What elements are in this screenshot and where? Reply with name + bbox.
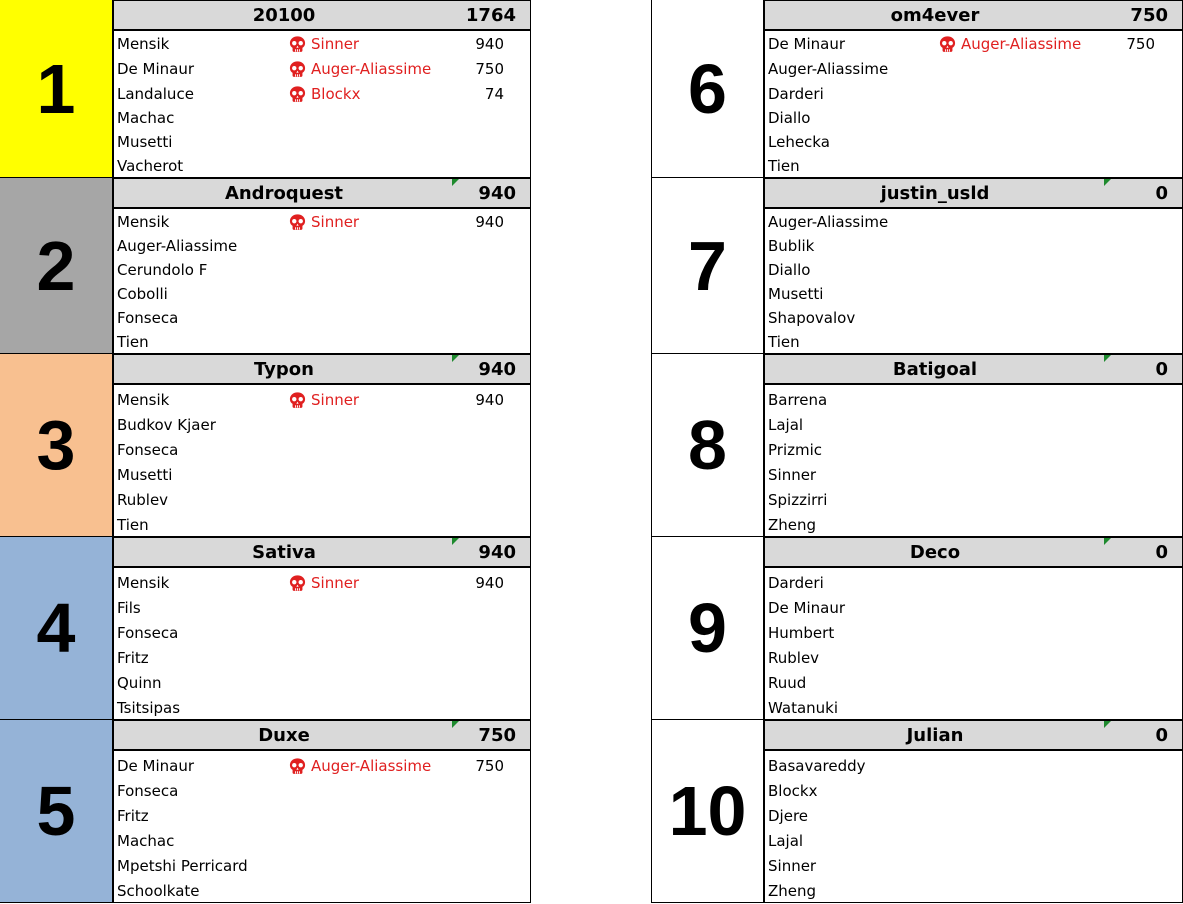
eliminated-by-name: Auger-Aliassime (311, 757, 432, 775)
skull-icon (938, 35, 957, 54)
roster-row (765, 754, 1182, 779)
rank-number: 5 (0, 720, 113, 903)
player-name: Prizmic (768, 441, 823, 459)
roster-row (765, 32, 1182, 57)
team-name: Batigoal (892, 358, 978, 380)
roster-row (114, 754, 530, 779)
roster-row (114, 621, 530, 646)
player-name: Mensik (117, 213, 170, 231)
player-name: Cobolli (117, 285, 168, 303)
team-points: 940 (478, 541, 516, 563)
rank-number: 4 (0, 537, 113, 720)
player-name: Spizzirri (768, 491, 828, 509)
roster-row (114, 779, 530, 804)
team-name: Deco (909, 541, 961, 563)
skull-icon (288, 60, 307, 79)
team-roster (764, 385, 1183, 537)
player-name: Sinner (768, 466, 817, 484)
player-name: Shapovalov (768, 309, 856, 327)
roster-row (765, 621, 1182, 646)
player-name: Budkov Kjaer (117, 416, 216, 434)
roster-row (114, 488, 530, 513)
roster-row (114, 879, 530, 904)
comment-flag-icon (1104, 721, 1111, 728)
eliminated-by (288, 82, 360, 107)
roster-row (765, 330, 1182, 355)
player-points: 940 (475, 213, 504, 231)
roster-row (765, 234, 1182, 259)
player-name: Auger-Aliassime (768, 213, 889, 231)
roster-row (114, 646, 530, 671)
player-name: Mensik (117, 391, 170, 409)
player-name: Fritz (117, 649, 149, 667)
roster-row (114, 804, 530, 829)
comment-flag-icon (1104, 355, 1111, 362)
team-header (764, 354, 1183, 385)
player-name: Tsitsipas (117, 699, 181, 717)
player-name: Machac (117, 832, 175, 850)
eliminated-by-name: Sinner (311, 574, 360, 592)
rank-number: 2 (0, 178, 113, 354)
player-name: Watanuki (768, 699, 839, 717)
rank-number: 1 (0, 0, 113, 178)
eliminated-by-name: Auger-Aliassime (311, 60, 432, 78)
eliminated-by (288, 388, 359, 413)
roster-row (114, 57, 530, 82)
block-divider (113, 902, 531, 903)
roster-row (765, 571, 1182, 596)
player-name: Darderi (768, 574, 824, 592)
player-name: De Minaur (768, 35, 846, 53)
eliminated-by (288, 754, 431, 779)
eliminated-by-name: Sinner (311, 35, 360, 53)
roster-row (765, 463, 1182, 488)
eliminated-by-name: Sinner (311, 391, 360, 409)
skull-icon (288, 213, 307, 232)
skull-icon (288, 35, 307, 54)
roster-row (765, 57, 1182, 82)
roster-row (114, 671, 530, 696)
roster-row (114, 513, 530, 538)
player-name: Fonseca (117, 624, 179, 642)
player-name: Vacherot (117, 157, 184, 175)
rank-number: 9 (651, 537, 764, 720)
team-header (764, 720, 1183, 751)
player-points: 940 (475, 574, 504, 592)
roster-row (765, 130, 1182, 155)
player-name: Auger-Aliassime (768, 60, 889, 78)
player-name: Mpetshi Perricard (117, 857, 248, 875)
player-name: Fonseca (117, 441, 179, 459)
player-points: 940 (475, 391, 504, 409)
team-roster (764, 751, 1183, 903)
player-name: Sinner (768, 857, 817, 875)
player-name: Tien (117, 333, 149, 351)
player-name: Fritz (117, 807, 149, 825)
roster-row (765, 210, 1182, 235)
player-points: 74 (484, 85, 504, 103)
team-header (764, 0, 1183, 31)
roster-row (765, 258, 1182, 283)
roster-row (114, 829, 530, 854)
roster-row (765, 696, 1182, 721)
roster-row (765, 282, 1182, 307)
player-name: Mensik (117, 574, 170, 592)
player-name: Landaluce (117, 85, 194, 103)
roster-row (765, 82, 1182, 107)
roster-row (765, 413, 1182, 438)
skull-icon (288, 757, 307, 776)
roster-row (114, 388, 530, 413)
player-name: De Minaur (117, 757, 195, 775)
eliminated-by (288, 32, 359, 57)
player-name: Auger-Aliassime (117, 237, 238, 255)
player-name: Darderi (768, 85, 824, 103)
team-roster (113, 31, 531, 178)
player-name: Cerundolo F (117, 261, 208, 279)
player-name: Musetti (117, 466, 173, 484)
comment-flag-icon (1104, 179, 1111, 186)
team-roster (764, 31, 1183, 178)
roster-row (114, 596, 530, 621)
roster-row (765, 154, 1182, 179)
team-roster (764, 209, 1183, 354)
roster-row (765, 779, 1182, 804)
roster-row (114, 438, 530, 463)
player-name: Humbert (768, 624, 835, 642)
player-name: Tien (768, 157, 800, 175)
player-name: Rublev (768, 649, 820, 667)
team-name: Androquest (224, 182, 344, 204)
roster-row (114, 463, 530, 488)
team-points: 1764 (465, 4, 516, 26)
skull-icon (288, 574, 307, 593)
roster-row (114, 696, 530, 721)
player-name: Zheng (768, 516, 817, 534)
roster-row (765, 829, 1182, 854)
eliminated-by (288, 57, 431, 82)
player-name: Lajal (768, 832, 804, 850)
team-header (113, 354, 531, 385)
team-header (113, 0, 531, 31)
roster-row (765, 804, 1182, 829)
roster-row (114, 106, 530, 131)
player-name: Lajal (768, 416, 804, 434)
roster-row (765, 596, 1182, 621)
eliminated-by-name: Blockx (311, 85, 361, 103)
team-name: 20100 (252, 4, 316, 26)
team-header (764, 178, 1183, 209)
roster-row (765, 513, 1182, 538)
player-name: Musetti (117, 133, 173, 151)
roster-row (114, 258, 530, 283)
eliminated-by (938, 32, 1081, 57)
player-name: Basavareddy (768, 757, 866, 775)
player-name: Musetti (768, 285, 824, 303)
team-roster (113, 209, 531, 354)
roster-row (765, 646, 1182, 671)
player-name: Barrena (768, 391, 828, 409)
player-name: Tien (768, 333, 800, 351)
team-roster (113, 385, 531, 537)
player-name: Diallo (768, 261, 811, 279)
player-name: Machac (117, 109, 175, 127)
player-name: Ruud (768, 674, 807, 692)
player-points: 750 (475, 60, 504, 78)
team-name: Duxe (258, 724, 310, 746)
team-points: 0 (1155, 358, 1168, 380)
roster-row (765, 388, 1182, 413)
player-name: Tien (117, 516, 149, 534)
player-name: De Minaur (768, 599, 846, 617)
roster-row (114, 330, 530, 355)
team-name: om4ever (890, 4, 980, 26)
skull-icon (288, 391, 307, 410)
team-points: 750 (478, 724, 516, 746)
player-name: Schoolkate (117, 882, 200, 900)
player-name: Quinn (117, 674, 162, 692)
team-name: justin_usld (880, 182, 990, 204)
comment-flag-icon (452, 355, 459, 362)
roster-row (114, 154, 530, 179)
roster-row (114, 32, 530, 57)
roster-row (765, 879, 1182, 904)
team-name: Julian (906, 724, 964, 746)
player-points: 940 (475, 35, 504, 53)
team-roster (764, 568, 1183, 720)
eliminated-by (288, 571, 359, 596)
player-points: 750 (475, 757, 504, 775)
player-name: Rublev (117, 491, 169, 509)
roster-row (765, 438, 1182, 463)
roster-row (114, 130, 530, 155)
block-divider (764, 902, 1183, 903)
team-points: 940 (478, 358, 516, 380)
rank-number: 3 (0, 354, 113, 537)
team-roster (113, 751, 531, 903)
roster-row (114, 854, 530, 879)
player-name: Lehecka (768, 133, 830, 151)
eliminated-by-name: Sinner (311, 213, 360, 231)
player-points: 750 (1126, 35, 1155, 53)
team-points: 0 (1155, 724, 1168, 746)
rank-number: 6 (651, 0, 764, 178)
team-roster (113, 568, 531, 720)
player-name: Mensik (117, 35, 170, 53)
team-points: 0 (1155, 541, 1168, 563)
roster-row (114, 210, 530, 235)
roster-row (114, 571, 530, 596)
team-header (113, 178, 531, 209)
roster-row (765, 306, 1182, 331)
comment-flag-icon (452, 721, 459, 728)
player-name: Djere (768, 807, 809, 825)
roster-row (114, 282, 530, 307)
eliminated-by-name: Auger-Aliassime (961, 35, 1082, 53)
roster-row (765, 488, 1182, 513)
roster-row (114, 413, 530, 438)
rank-number: 10 (651, 720, 764, 903)
team-name: Typon (254, 358, 314, 380)
eliminated-by (288, 210, 359, 235)
team-points: 940 (478, 182, 516, 204)
team-header (113, 537, 531, 568)
player-name: Fils (117, 599, 141, 617)
player-name: Fonseca (117, 309, 179, 327)
skull-icon (288, 85, 307, 104)
team-points: 750 (1130, 4, 1168, 26)
player-name: Bublik (768, 237, 815, 255)
player-name: Zheng (768, 882, 817, 900)
roster-row (765, 671, 1182, 696)
roster-row (765, 854, 1182, 879)
rank-number: 8 (651, 354, 764, 537)
team-header (113, 720, 531, 751)
roster-row (765, 106, 1182, 131)
roster-row (114, 82, 530, 107)
team-name: Sativa (252, 541, 316, 563)
rank-number: 7 (651, 178, 764, 354)
player-name: Fonseca (117, 782, 179, 800)
player-name: Diallo (768, 109, 811, 127)
team-header (764, 537, 1183, 568)
player-name: De Minaur (117, 60, 195, 78)
roster-row (114, 306, 530, 331)
team-points: 0 (1155, 182, 1168, 204)
player-name: Blockx (768, 782, 818, 800)
comment-flag-icon (1104, 538, 1111, 545)
comment-flag-icon (452, 538, 459, 545)
comment-flag-icon (452, 179, 459, 186)
roster-row (114, 234, 530, 259)
